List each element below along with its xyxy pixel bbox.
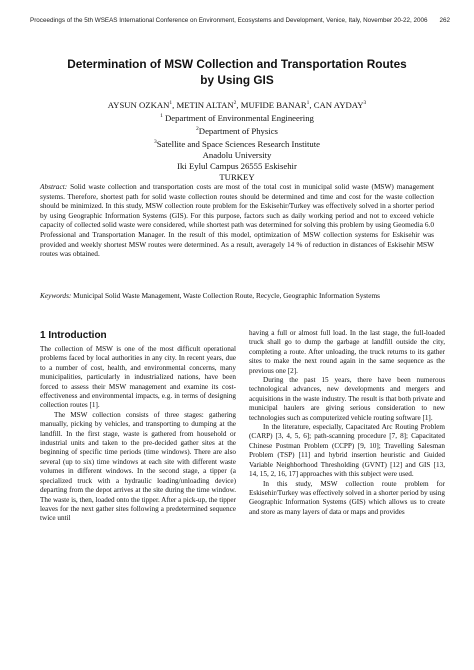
- university: Anadolu University: [202, 149, 272, 160]
- affiliation-sup: 2: [196, 125, 199, 132]
- abstract-label: Abstract:: [40, 182, 68, 191]
- running-head: [30, 17, 450, 24]
- author-names: [40, 98, 434, 111]
- keywords: [40, 291, 434, 301]
- campus-address: Iki Eylul Campus 26555 Eskisehir: [177, 160, 297, 171]
- affiliation-2: [40, 124, 434, 137]
- author-sup: 1: [169, 100, 173, 106]
- running-head-text: Proceedings of the 5th WSEAS International Conference on Environment, Ecosystems and Development, Venice, Italy, November 20-22, 2006: [30, 17, 428, 24]
- author-separator: ,: [236, 99, 241, 110]
- keywords-text: Municipal Solid Waste Management, Waste Collection Route, Recycle, Geographic Information Systems: [71, 291, 380, 300]
- author-name: AYSUN OZKAN: [107, 99, 170, 110]
- right-column: [249, 329, 445, 517]
- author-separator: ,: [309, 99, 314, 110]
- author-separator: ,: [172, 99, 177, 110]
- country: TURKEY: [219, 171, 255, 182]
- abstract-text: Solid waste collection and transportation costs are most of the total cost in municipal solid waste (MSW) management systems. Therefore, shortest path for solid waste collection routes should be determined and time and cost for the waste collection should be minimized. In this study, MSW collection route problem for the Eskisehir/Turkey was effectively solved in a shorter period by using Geographic Information Systems (GIS). For this purpose, factors such as daily working period and not to exceed vehicle capacity of collected solid waste were considered, while shortest path was determined for solving this problem by using Geomedia 6.0 Professional and Transportation Manager. In the result of this model, optimization of MSW collection systems for Eskisehir was provided and weekly shortest MSW routes were determined. As a result, averagely 14 % of reduction in distances of Eskisehir MSW routes was obtained.: [40, 182, 434, 259]
- author-name: METIN ALTAN: [176, 99, 234, 110]
- author-sup: 3: [363, 100, 367, 106]
- title-line-1: Determination of MSW Collection and Transportation Routes: [67, 57, 407, 71]
- paper-title: [40, 56, 434, 88]
- author-name: MUFIDE BANAR: [240, 99, 307, 110]
- paragraph: During the past 15 years, there have been numerous technological advances, new developments and mergers and acquisitions in the waste industry. The result is that both private and municipal haulers are giving serious consideration to new technologies such as computerized vehicle routing software [1].: [249, 376, 445, 422]
- author-sup: 2: [233, 100, 237, 106]
- title-line-2: by Using GIS: [200, 73, 274, 87]
- paragraph: The MSW collection consists of three stages: gathering manually, picking by vehicles, and transporting to dumping at the landfill. In the first stage, waste is gathered from household or industrial units and taken to the pre-decided gather sites at the beginning of specific time periods (time windows). There are also several (up to six) time windows at each site with different waste volumes in different windows. In the second stage, a tipper (a specialized truck with a hydraulic loading/unloading device) departing from the depot arrives at the site during the time window. The waste is, then, loaded onto the tipper. After a pick-up, the tipper leaves for the next gather sites following a predetermined sequence twice until: [40, 410, 237, 523]
- affiliation-sup: 1: [160, 112, 163, 119]
- affiliation-3: [40, 137, 434, 150]
- author-name: CAN AYDAY: [313, 99, 364, 110]
- affiliation-text: Satellite and Space Sciences Research Institute: [156, 138, 321, 149]
- abstract: [40, 182, 434, 259]
- paragraph: In this study, MSW collection route problem for Eskisehir/Turkey was effectively solved in a shorter period by using Geographic Information Systems (GIS) which allows us to create and store as many layers of data or maps and provides: [249, 479, 445, 516]
- affiliation-1: [40, 111, 434, 124]
- author-block: [40, 98, 434, 183]
- affiliation-text: Department of Environmental Engineering: [162, 112, 314, 123]
- affiliation-text: Department of Physics: [198, 125, 278, 136]
- paragraph: The collection of MSW is one of the most difficult operational problems faced by local authorities in any city. In recent years, due to a number of cost, health, and environmental concerns, many municipalities, particularly in industrialized nations, have been forced to assess their MSW management and examine its cost-effectiveness and environmental impacts, e.g. in terms of designing collection routes [1].: [40, 345, 236, 410]
- page-number: 262: [439, 17, 450, 24]
- keywords-label: Keywords:: [40, 291, 72, 300]
- affiliation-sup: 3: [153, 138, 157, 145]
- left-column: [40, 330, 236, 524]
- paragraph: having a full or almost full load. In the last stage, the full-loaded truck shall go to dump the garbage at landfill outside the city, completing a route. After unloading, the truck returns to its gather sites to make the next round again in the same sequence as the previous one [2].: [249, 329, 445, 375]
- section-heading-introduction: 1 Introduction: [40, 330, 107, 341]
- author-sup: 1: [306, 100, 310, 106]
- paragraph: In the literature, especially, Capacitated Arc Routing Problem (CARP) [3, 4, 5, 6]; path-scanning procedure [7, 8]; Capacitated Chinese Postman Problem (CCPP) [9, 10]; Travelling Salesman Problem (TSP) [11] and hybrid insertion heuristic and Guided Variable Neighborhood Thresholding (GVNT) [12] and GIS [13, 14, 15, 2, 16, 17] approaches with this subject were used.: [249, 423, 445, 479]
